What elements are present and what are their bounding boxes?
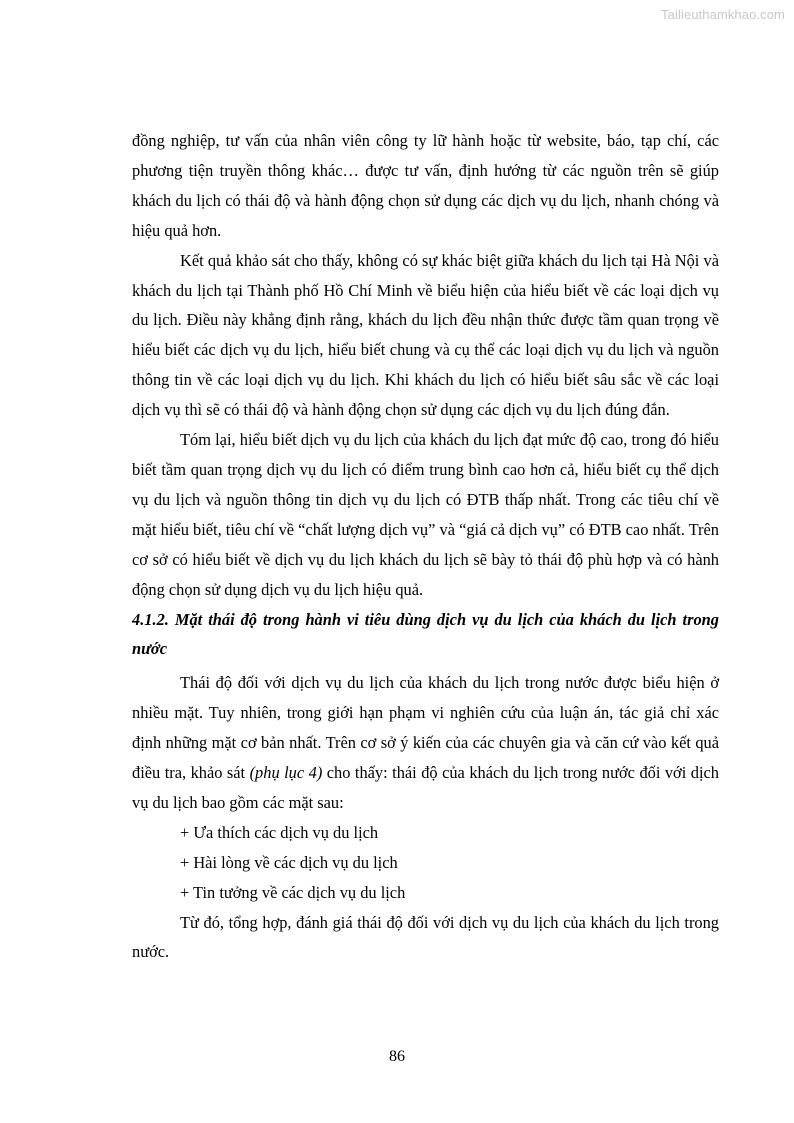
list-item: + Hài lòng về các dịch vụ du lịch xyxy=(180,852,398,872)
paragraph-summary: Tóm lại, hiểu biết dịch vụ du lịch của khách du lịch đạt mức độ cao, trong đó hiểu biết tầm quan trọng dịch vụ du lịch có điểm trung bình cao hơn cả, hiểu biết cụ thể dịch vụ du lịch và nguồn thông tin dịch vụ du lịch có ĐTB thấp nhất. Trong các tiêu chí về mặt hiểu biết, tiêu chí về “chất lượng dịch vụ” và “giá cả dịch vụ” có ĐTB cao nhất. Trên cơ sở có hiểu biết về dịch vụ du lịch khách du lịch sẽ bày tỏ thái độ phù hợp và có hành động chọn sử dụng dịch vụ du lịch hiệu quả. xyxy=(132,430,719,599)
list-item: + Ưa thích các dịch vụ du lịch xyxy=(180,822,379,842)
appendix-reference: (phụ lục 4) xyxy=(249,763,323,783)
paragraph-continuation: đồng nghiệp, tư vấn của nhân viên công ty lữ hành hoặc từ website, báo, tạp chí, các phương tiện truyền thông khác… được tư vấn, định hướng từ các nguồn trên sẽ giúp khách du lịch có thái độ và hành động chọn sử dụng các dịch vụ du lịch, nhanh chóng và hiệu quả hơn. xyxy=(132,131,719,240)
paragraph-attitude xyxy=(132,668,719,818)
page-number: 86 xyxy=(389,1048,405,1065)
section-heading: 4.1.2. Mặt thái độ trong hành vi tiêu dùng dịch vụ du lịch của khách du lịch trong nước xyxy=(132,609,719,659)
paragraph-attitude-text-2: cho thấy: thái độ của khách du lịch trong nước đối với dịch vụ du lịch bao gồm các mặt sau: xyxy=(132,763,719,812)
document-body xyxy=(132,126,719,967)
paragraph-survey-results: Kết quả khảo sát cho thấy, không có sự khác biệt giữa khách du lịch tại Hà Nội và khách du lịch tại Thành phố Hồ Chí Minh về biểu hiện của hiểu biết về các loại dịch vụ du lịch. Điều này khẳng định rằng, khách du lịch đều nhận thức được tầm quan trọng về hiểu biết các dịch vụ du lịch, hiểu biết chung và cụ thể các loại dịch vụ du lịch và nguồn thông tin về các loại dịch vụ du lịch. Khi khách du lịch có hiểu biết sâu sắc về các loại dịch vụ thì sẽ có thái độ và hành động chọn sử dụng các dịch vụ du lịch đúng đắn. xyxy=(132,250,719,420)
watermark-text: Tailieuthamkhao.com xyxy=(660,7,785,22)
list-item: + Tin tưởng về các dịch vụ du lịch xyxy=(180,882,406,902)
paragraph-attitude-text-1: Thái độ đối với dịch vụ du lịch của khách du lịch trong nước được biểu hiện ở nhiều mặt. Tuy nhiên, trong giới hạn phạm vi nghiên cứu của luận án, tác giả chỉ xác định những mặt cơ bản nhất. Trên cơ sở ý kiến của các chuyên gia và căn cứ vào kết quả điều tra, khảo sát xyxy=(132,673,719,783)
paragraph-conclusion: Từ đó, tổng hợp, đánh giá thái độ đối với dịch vụ du lịch của khách du lịch trong nước. xyxy=(132,912,719,962)
